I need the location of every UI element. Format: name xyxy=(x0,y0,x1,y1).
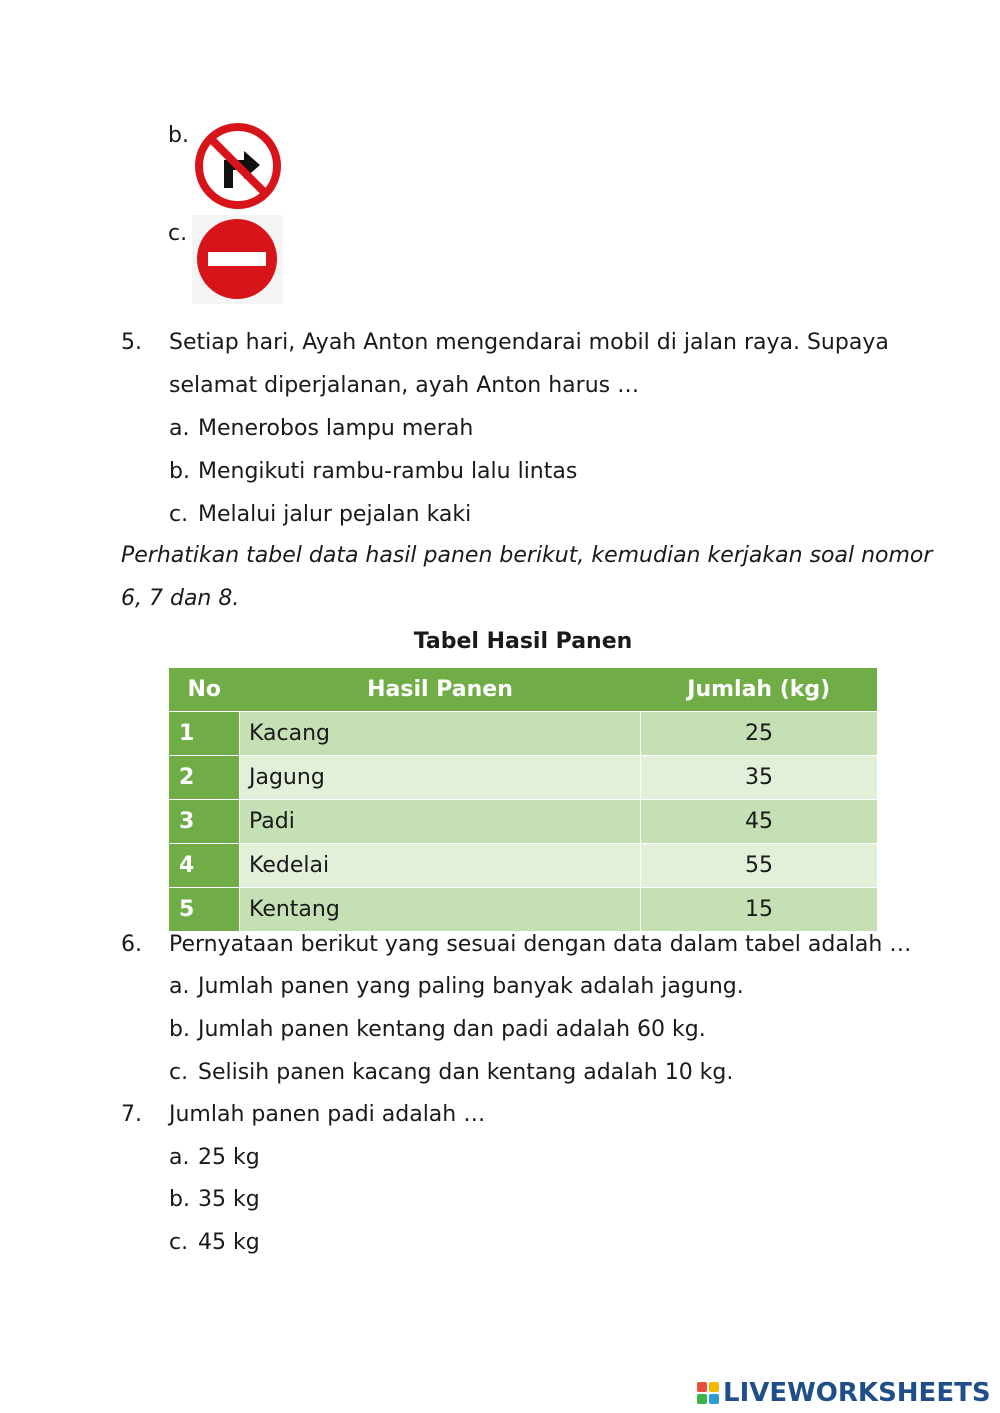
q6-option-a-letter: a. xyxy=(169,974,190,999)
no-right-turn-sign-icon xyxy=(192,120,284,212)
row-amount: 55 xyxy=(641,844,878,888)
row-item: Kentang xyxy=(240,888,641,932)
row-item: Jagung xyxy=(240,756,641,800)
q7-option-b-letter: b. xyxy=(169,1187,190,1212)
row-item: Kacang xyxy=(240,712,641,756)
question-6-number: 6. xyxy=(121,932,142,957)
table-row xyxy=(169,844,877,888)
no-entry-sign-icon xyxy=(192,215,283,304)
option-letter-c-prev: c. xyxy=(168,221,188,246)
q6-option-b[interactable]: Jumlah panen kentang dan padi adalah 60 kg. xyxy=(198,1017,706,1042)
row-amount: 45 xyxy=(641,800,878,844)
row-no: 2 xyxy=(169,756,240,800)
question-7-text: Jumlah panen padi adalah … xyxy=(169,1102,486,1127)
q6-option-c[interactable]: Selisih panen kacang dan kentang adalah 10 kg. xyxy=(198,1060,734,1085)
q6-option-a[interactable]: Jumlah panen yang paling banyak adalah jagung. xyxy=(198,974,744,999)
harvest-table xyxy=(169,668,877,931)
q6-option-b-letter: b. xyxy=(169,1017,190,1042)
row-no: 1 xyxy=(169,712,240,756)
liveworksheets-logo[interactable] xyxy=(697,1378,991,1408)
table-header-row xyxy=(169,668,877,712)
question-5-text-line1: Setiap hari, Ayah Anton mengendarai mobil di jalan raya. Supaya xyxy=(169,330,889,355)
logo-grid-icon xyxy=(697,1382,719,1404)
table-row xyxy=(169,756,877,800)
table-row xyxy=(169,800,877,844)
row-amount: 25 xyxy=(641,712,878,756)
q7-option-a[interactable]: 25 kg xyxy=(198,1145,260,1170)
q5-option-b-letter: b. xyxy=(169,459,190,484)
row-no: 4 xyxy=(169,844,240,888)
instruction-line2: 6, 7 dan 8. xyxy=(121,586,240,611)
row-no: 5 xyxy=(169,888,240,932)
q7-option-a-letter: a. xyxy=(169,1145,190,1170)
instruction-line1: Perhatikan tabel data hasil panen berikut, kemudian kerjakan soal nomor xyxy=(121,543,933,568)
question-5-text-line2: selamat diperjalanan, ayah Anton harus … xyxy=(169,373,640,398)
table-row xyxy=(169,712,877,756)
q5-option-a[interactable]: Menerobos lampu merah xyxy=(198,416,474,441)
option-letter-b-prev: b. xyxy=(168,123,189,148)
logo-text: LIVEWORKSHEETS xyxy=(723,1378,991,1408)
question-6-text: Pernyataan berikut yang sesuai dengan data dalam tabel adalah … xyxy=(169,932,912,957)
q7-option-c[interactable]: 45 kg xyxy=(198,1230,260,1255)
row-amount: 35 xyxy=(641,756,878,800)
header-no: No xyxy=(169,668,240,712)
q5-option-c[interactable]: Melalui jalur pejalan kaki xyxy=(198,502,472,527)
q7-option-b[interactable]: 35 kg xyxy=(198,1187,260,1212)
table-row xyxy=(169,888,877,932)
q7-option-c-letter: c. xyxy=(169,1230,189,1255)
header-item: Hasil Panen xyxy=(240,668,641,712)
row-amount: 15 xyxy=(641,888,878,932)
q5-option-a-letter: a. xyxy=(169,416,190,441)
table-title: Tabel Hasil Panen xyxy=(413,629,633,654)
question-5-number: 5. xyxy=(121,330,142,355)
row-no: 3 xyxy=(169,800,240,844)
q5-option-b[interactable]: Mengikuti rambu-rambu lalu lintas xyxy=(198,459,578,484)
q6-option-c-letter: c. xyxy=(169,1060,189,1085)
question-7-number: 7. xyxy=(121,1102,142,1127)
row-item: Kedelai xyxy=(240,844,641,888)
row-item: Padi xyxy=(240,800,641,844)
header-amount: Jumlah (kg) xyxy=(641,668,878,712)
q5-option-c-letter: c. xyxy=(169,502,189,527)
